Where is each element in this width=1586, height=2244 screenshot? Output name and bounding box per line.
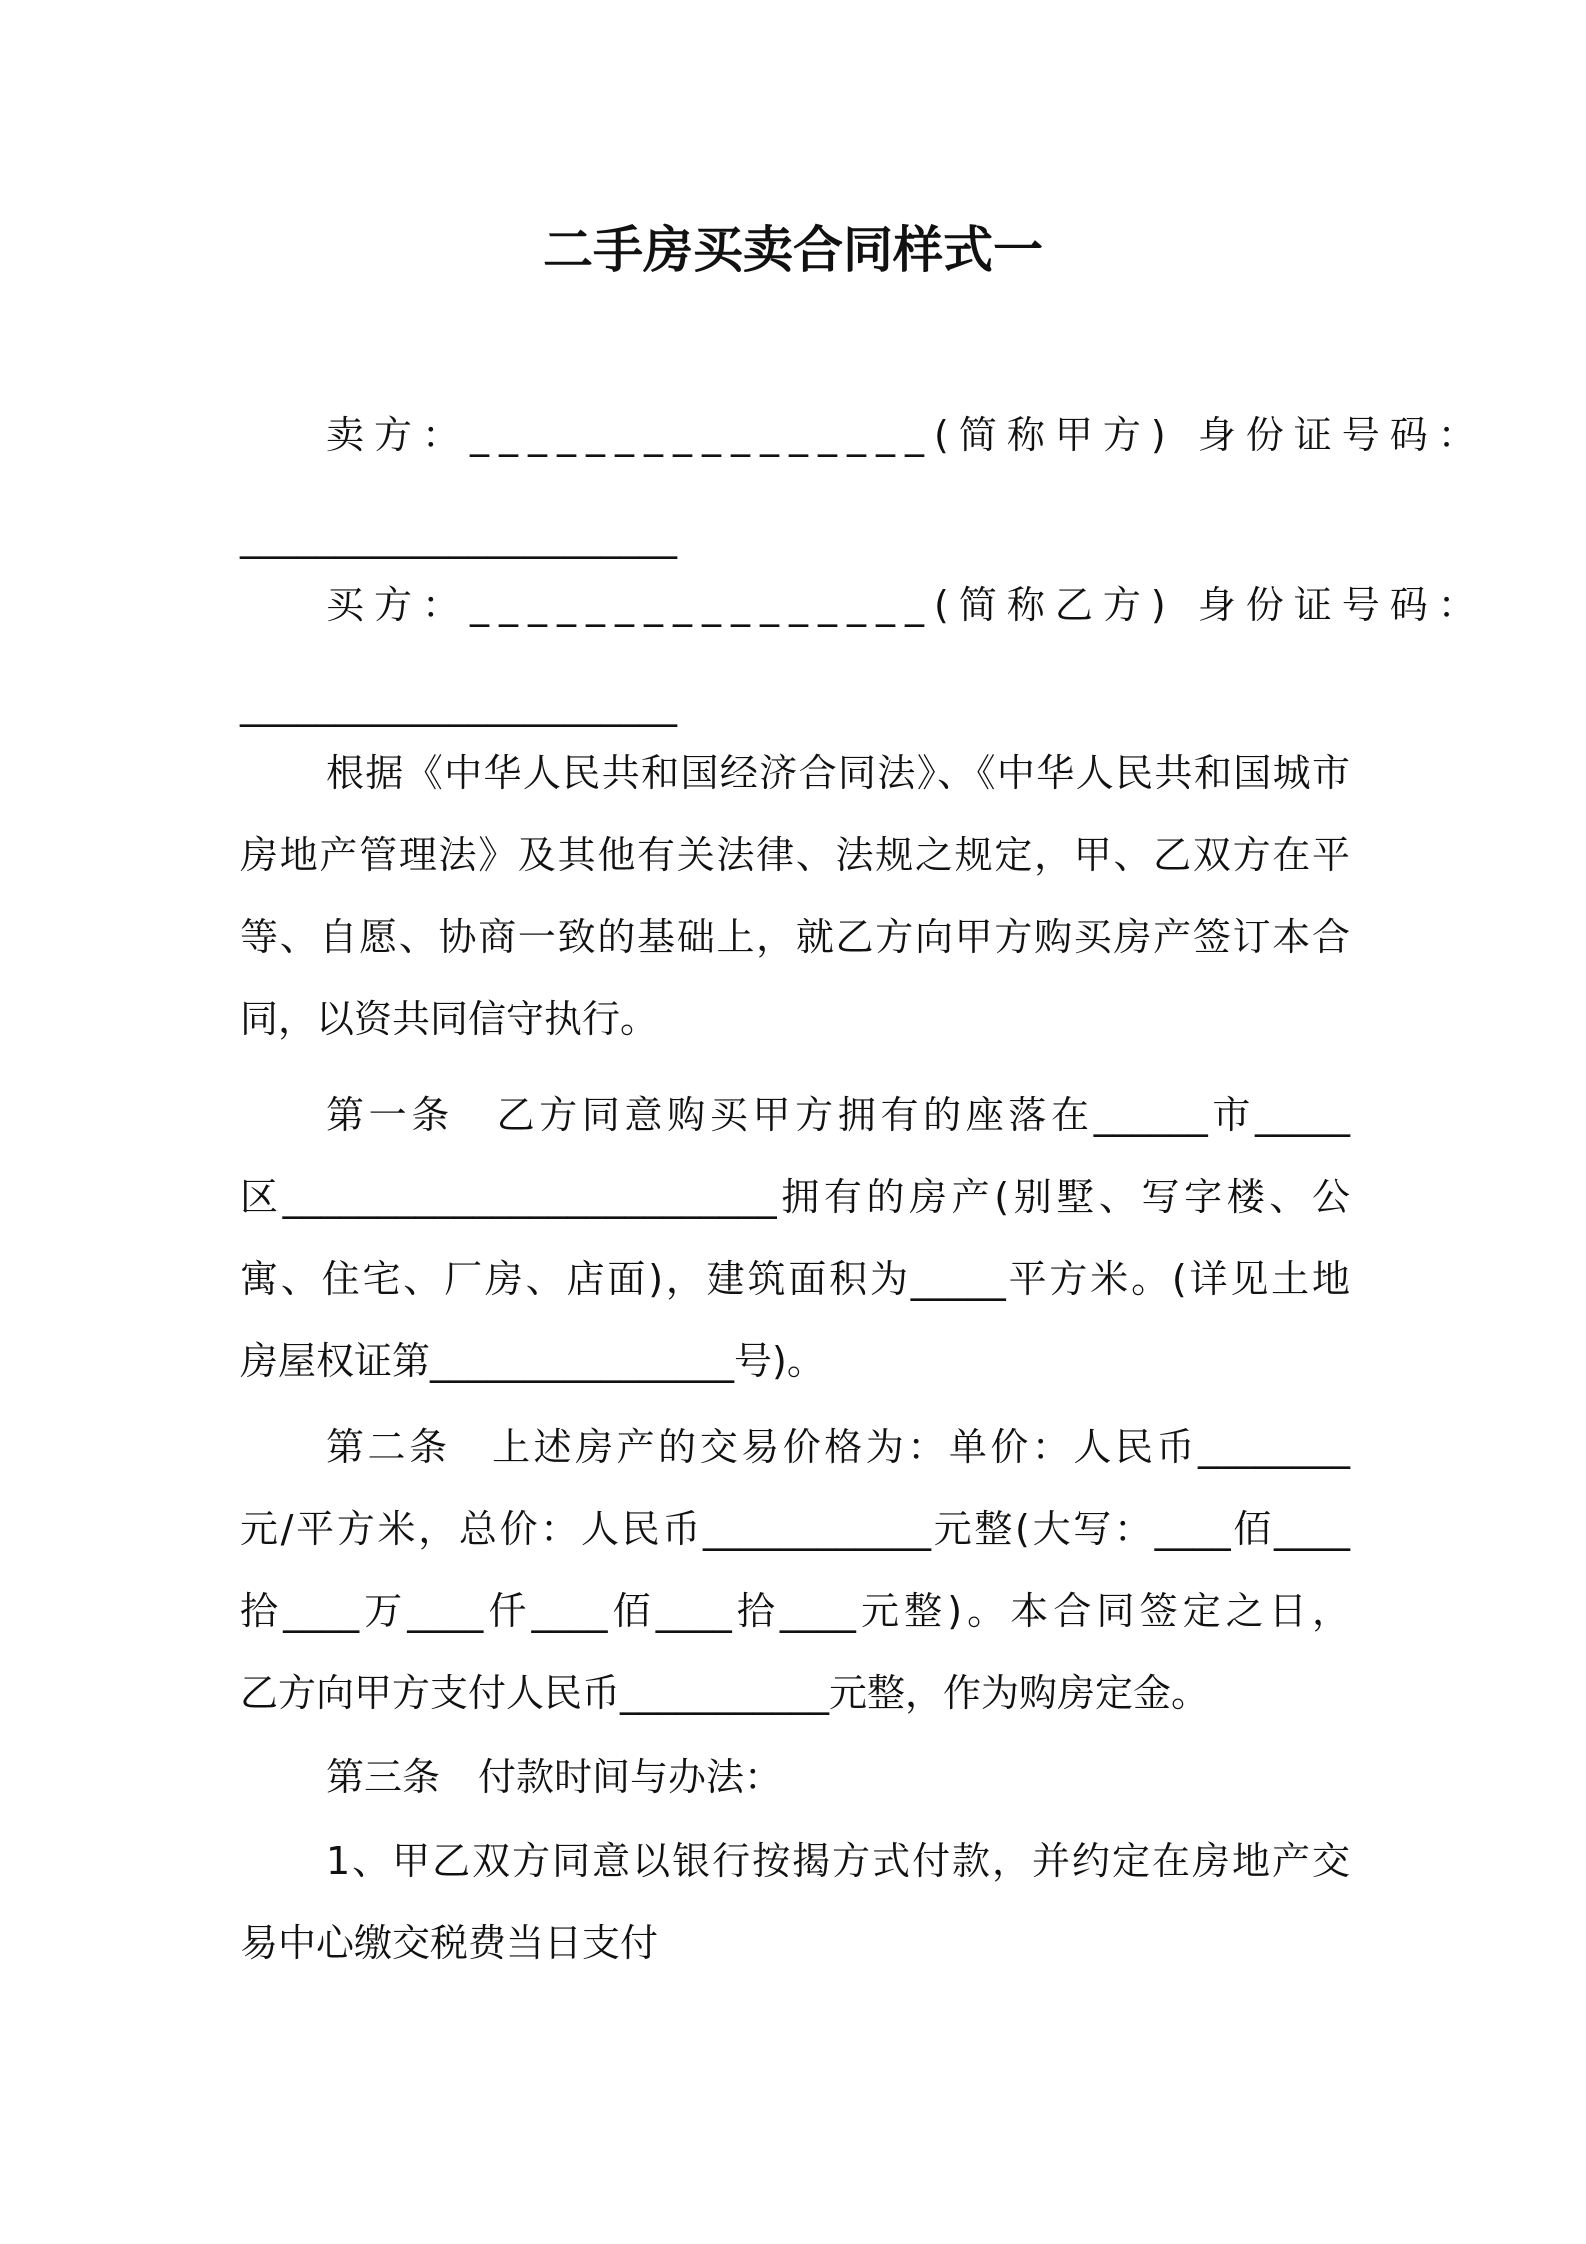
article-1-line-3: 寓、住宅、厂房、店面)，建筑面积为_____平方米。(详见土地 [240, 1257, 1350, 1301]
document-title: 二手房买卖合同样式一 [543, 221, 1043, 279]
article-3-item-1-line-1: 1、甲乙双方同意以银行按揭方式付款，并约定在房地产交 [326, 1839, 1350, 1883]
article-2-line-4: 乙方向甲方支付人民币___________元整，作为购房定金。 [240, 1671, 1210, 1715]
preamble-line-4: 同，以资共同信守执行。 [240, 997, 659, 1041]
article-2-line-3: 拾____万____仟____佰____拾____元整)。本合同签定之日， [240, 1589, 1350, 1633]
seller-id-blank: _______________________ [240, 515, 677, 559]
seller-line: 卖方：________________(简称甲方) 身份证号码： [326, 413, 1486, 457]
buyer-line: 买方：________________(简称乙方) 身份证号码： [326, 583, 1486, 627]
article-2-line-2: 元/平方米，总价：人民币____________元整(大写：____佰____ [240, 1507, 1350, 1551]
buyer-id-blank: _______________________ [240, 683, 677, 727]
article-1-line-2: 区__________________________拥有的房产(别墅、写字楼、公 [240, 1175, 1350, 1219]
article-1-line-1: 第一条 乙方同意购买甲方拥有的座落在______市_____ [326, 1093, 1350, 1137]
article-3-heading: 第三条 付款时间与办法： [326, 1755, 783, 1799]
article-2-line-1: 第二条 上述房产的交易价格为：单价：人民币________ [326, 1425, 1350, 1469]
preamble-line-3: 等、自愿、协商一致的基础上，就乙方向甲方购买房产签订本合 [240, 915, 1350, 959]
preamble-line-2: 房地产管理法》及其他有关法律、法规之规定，甲、乙双方在平 [240, 833, 1350, 877]
article-3-item-1-line-2: 易中心缴交税费当日支付 [240, 1921, 659, 1965]
article-1-line-4: 房屋权证第________________号)。 [240, 1339, 825, 1383]
preamble-line-1: 根据《中华人民共和国经济合同法》、《中华人民共和国城市 [326, 751, 1350, 795]
